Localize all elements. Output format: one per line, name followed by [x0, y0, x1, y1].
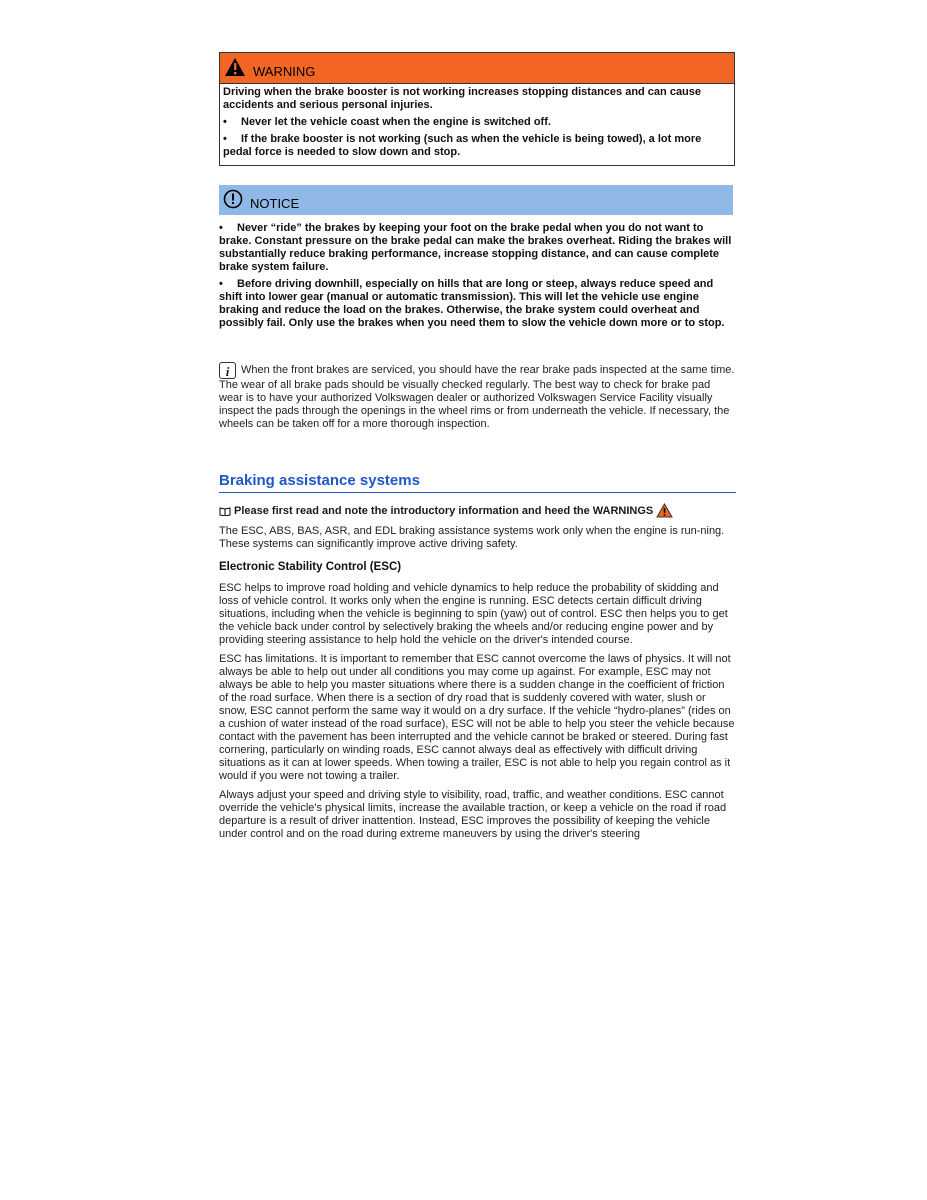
- notice-header: [219, 185, 733, 215]
- esc-subheading: Electronic Stability Control (ESC): [219, 561, 402, 573]
- intro-paragraph: The ESC, ABS, BAS, ASR, and EDL braking assistance systems work only when the engine is run-ning. These systems can significantly improve active driving safety.: [219, 525, 725, 550]
- info-note-text: When the front brakes are serviced, you should have the rear brake pads inspected at the same time. The wear of all brake pads should be visually checked regularly. The best way to check for brake pad wear is to have your authorized Volkswagen dealer or authorized Volkswagen Service Facility visually inspect the pads through the openings in the wheel rims or from underneath the vehicle. If necessary, the wheels can be taken off for a more thorough inspection.: [219, 364, 735, 430]
- body-paragraph: ESC has limitations. It is important to remember that ESC cannot overcome the laws of physics. It will not always be able to help out under all conditions you may come up against. For example, ESC may not always be able to help you master situations where there is a sudden change in the coefficient of friction of the road surface. When there is a section of dry road that is suddenly covered with water, slush or snow, ESC cannot perform the same way it would on a dry surface. If the vehicle “hydro-planes” (rides on a cushion of water instead of the road surface), ESC will not be able to help you steer the vehicle because contact with the pavement has been interrupted and the vehicle cannot be braked or steered. During fast cornering, particularly on winding roads, ESC cannot always deal as effectively with difficult driving situations as it can at lower speeds. When towing a trailer, ESC is not able to help you regain control as it would if you were not towing a trailer.: [219, 653, 735, 782]
- book-icon: [219, 506, 231, 520]
- notice-bullet: • Before driving downhill, especially on hills that are long or steep, always reduce speed and shift into lower gear (manual or automatic transmission). This will let the vehicle use engine braking and reduce the load on the brakes. Otherwise, the brake system could overheat and possibly fail. Only use the brakes when you need them to slow the vehicle down more or to stop.: [219, 278, 725, 329]
- warning-bullet: • Never let the vehicle coast when the engine is switched off.: [223, 116, 551, 128]
- info-note: [219, 362, 736, 431]
- notice-title: NOTICE: [250, 196, 300, 211]
- warning-triangle-icon: [224, 57, 246, 82]
- warning-header: [220, 53, 734, 84]
- read-first-note: [219, 503, 736, 522]
- warning-small-icon: [656, 503, 673, 522]
- warning-title: WARNING: [253, 64, 316, 79]
- warning-lead: Driving when the brake booster is not working increases stopping distances and can cause accidents and serious personal injuries.: [223, 86, 702, 111]
- info-icon: i: [219, 362, 236, 379]
- notice-exclamation-icon: [223, 189, 243, 214]
- warning-box: [219, 52, 735, 166]
- warning-bullet: • If the brake booster is not working (such as when the vehicle is being towed), a lot more pedal force is needed to slow down and stop.: [223, 133, 702, 158]
- notice-body: [219, 222, 736, 334]
- body-paragraph: Always adjust your speed and driving style to visibility, road, traffic, and weather conditions. ESC cannot override the vehicle's physical limits, increase the available traction, or keep a vehicle on the road if road departure is a result of driver inattention. Instead, ESC improves the possibility of keeping the vehicle under control and on the road during extreme maneuvers by using the driver's steering: [219, 789, 727, 840]
- esc-body: [219, 582, 736, 847]
- read-first-text: Please first read and note the introductory information and heed the WARNINGS: [234, 505, 654, 517]
- warning-body: [220, 84, 734, 165]
- body-paragraph: ESC helps to improve road holding and vehicle dynamics to help reduce the probability of skidding and loss of vehicle control. It works only when the engine is running. ESC detects certain difficult driving situations, including when the vehicle is beginning to spin (yaw) out of control. ESC then helps you to get the vehicle back under control by selectively braking the wheels and/or reducing engine power and by providing steering assistance to help hold the vehicle on the driver's intended course.: [219, 582, 728, 646]
- notice-bullet: • Never “ride” the brakes by keeping your foot on the brake pedal when you do not want to brake. Constant pressure on the brake pedal can make the brakes overheat. Riding the brakes will substantially reduce braking performance, increase stopping distance, and can cause complete brake system failure.: [219, 222, 732, 273]
- section-title: Braking assistance systems: [219, 472, 736, 493]
